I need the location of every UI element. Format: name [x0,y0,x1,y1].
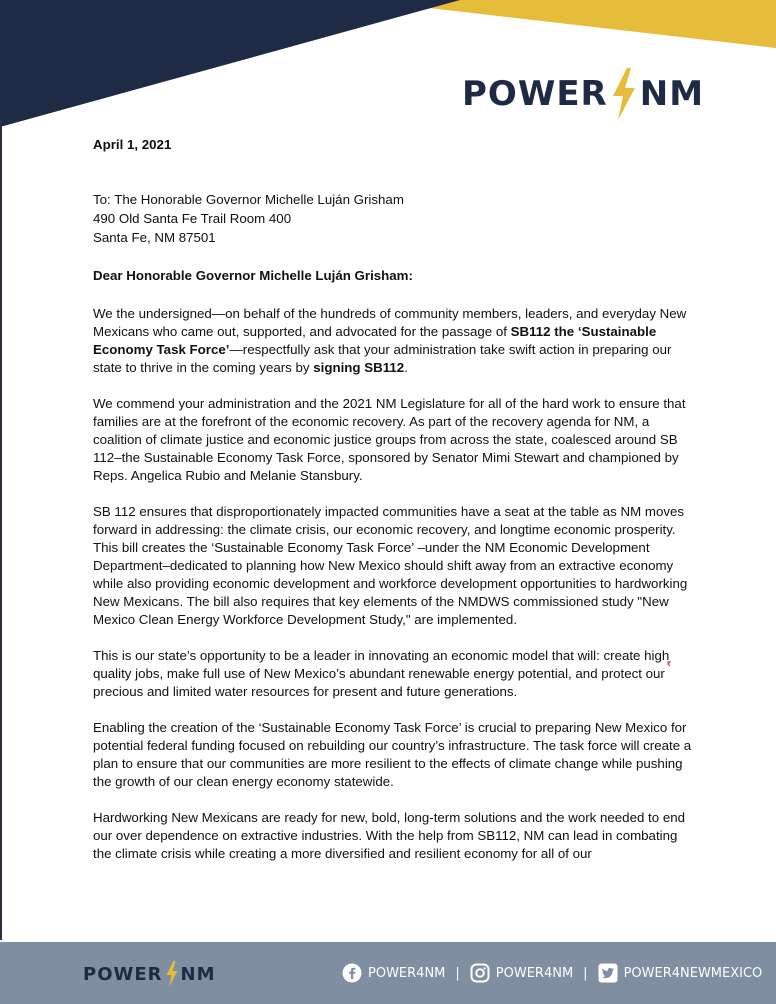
separator: | [583,965,588,981]
footer-logo [83,960,216,988]
paragraph-sb112: SB 112 ensures that disproportionately impacted communities have a seat at the table as NM moves forward in addressing: the climate crisis, our economic recovery, and longtime economic prosperity. This bill creates the ‘Sustainable Economy Task Force’ –under the NM Economic Development Department–dedicated to planning how New Mexico should shift away from an extractive economy while also providing economic development and workforce development opportunities to hardworking New Mexicans. The bill also requires that key elements of the NMDWS commissioned study "New Mexico Clean Energy Workforce Development Study," are implemented. [93,504,688,627]
instagram-handle: POWER4NM [495,965,574,981]
paragraph-solutions: Hardworking New Mexicans are ready for new, bold, long-term solutions and the work needed to end our over dependence on extractive industries. With the help from SB112, NM can lead in combating the climate crisis while creating a more diversified and resilient economy for all of our [93,810,686,861]
paragraph-opportunity: This is our state’s opportunity to be a leader in innovating an economic model that will: create high quality jobs, make full use of New Mexico’s abundant renewable energy potential, and protect our precious and limited water resources for present and future generations. [93,648,670,699]
logo-text-left: POWER [462,74,608,114]
text-run: —respectfully ask that your administration take swift action in preparing our state to thrive in the coming years by [93,342,672,375]
facebook-handle: POWER4NM [368,965,446,981]
signing-request: signing SB112 [313,360,405,375]
paragraph-commend: We commend your administration and the 2021 NM Legislature for all of the hard work to ensure that families are at the forefront of the economic recovery. As part of the recovery agenda for NM, a coalition of climate justice and economic justice groups from across the state, coalesced around SB 112–the Sustainable Economy Task Force, sponsored by Senator Mimi Stewart and championed by Reps. Angelica Rubio and Melanie Stansbury. [93,396,686,483]
address-line: Santa Fe, NM 87501 [93,230,216,245]
address-line: 490 Old Santa Fe Trail Room 400 [93,211,292,226]
logo-text-right: NM [180,963,216,985]
greeting: Dear Honorable Governor Michelle Luján Grisham: [93,268,413,283]
bill-name: SB112 the ‘Sustainable Economy Task Force’ [93,324,657,357]
paragraph-request [93,305,693,377]
powernm-logo [462,66,704,122]
social-links [342,960,762,986]
facebook-icon [342,963,362,983]
logo-text-right: NM [639,74,705,114]
twitter-icon [598,963,618,983]
letter-date: April 1, 2021 [93,137,172,152]
text-run: . [404,360,408,375]
instagram-icon [470,963,490,983]
page-border [0,120,2,940]
recipient-address [93,190,693,247]
lightning-bolt-icon [164,960,180,988]
facebook-link[interactable] [342,963,445,983]
address-line: To: The Honorable Governor Michelle Luján Grisham [93,192,404,207]
letter-body [93,136,693,881]
paragraph-task-force: Enabling the creation of the ‘Sustainable Economy Task Force’ is crucial to preparing New Mexico for potential federal funding focused on rebuilding our country’s infrastructure. The task force will create a plan to ensure that our communities are more resilient to the effects of climate change while pushing the growth of our clean energy economy statewide. [93,720,692,789]
instagram-link[interactable] [470,963,573,983]
stray-mark [666,661,672,667]
text-run: We the undersigned—on behalf of the hundreds of community members, leaders, and everyday New Mexicans who came out, supported, and advocated for the passage of [93,306,687,339]
separator: | [455,965,460,981]
lightning-bolt-icon [609,66,639,122]
footer-bar [0,942,776,1004]
twitter-link[interactable] [598,963,763,983]
logo-text-left: POWER [83,963,163,985]
navy-triangle [0,0,460,127]
twitter-handle: POWER4NEWMEXICO [623,965,763,981]
